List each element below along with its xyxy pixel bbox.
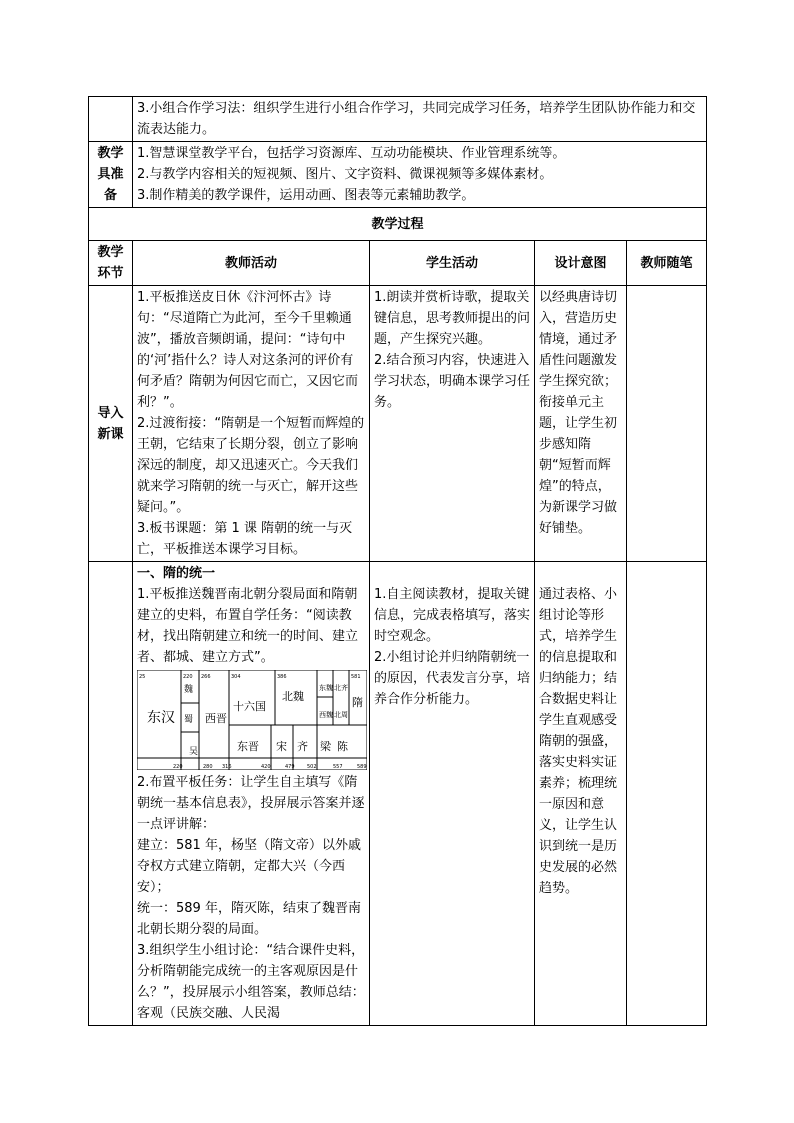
dynasty-label: 西晋 — [205, 712, 227, 725]
dynasty-label: 魏 — [184, 685, 194, 695]
year-label: 220 — [183, 674, 193, 680]
dynasty-label: 宋 — [276, 740, 287, 753]
year-label: 502 — [307, 764, 317, 770]
process-title-row — [89, 208, 707, 241]
dynasty-label: 北周 — [334, 711, 348, 719]
teacher-step: 建立：581 年，杨坚（隋文帝）以外戚夺权方式建立隋朝，定都大兴（今西安）； — [137, 838, 361, 895]
dynasty-label: 吴 — [189, 747, 199, 757]
prep-row — [89, 142, 707, 208]
dynasty-label: 北魏 — [282, 690, 304, 703]
dynasty-label: 齐 — [297, 740, 308, 753]
dynasty-label: 隋 — [352, 696, 363, 709]
student-step: 2.小组讨论并归纳隋朝统一的原因，代表发言分享，培养合作分析能力。 — [374, 650, 531, 707]
dynasty-label: 东汉 — [147, 710, 175, 726]
student-step: 1.自主阅读教材，提取关键信息，完成表格填写，落实时空观念。 — [374, 587, 531, 644]
dynasty-label: 北齐 — [334, 684, 348, 692]
unify-row — [89, 562, 707, 1026]
student-step: 1.朗读并赏析诗歌，提取关键信息，思考教师提出的问题，产生探究兴趣。 — [374, 290, 531, 347]
year-label: 479 — [285, 764, 295, 770]
intro-student — [370, 286, 535, 562]
teacher-step: 3.板书课题：第 1 课 隋朝的统一与灭亡，平板推送本课学习目标。 — [137, 521, 353, 557]
methods-item-3: 3.小组合作学习法：组织学生进行小组合作学习，共同完成学习任务，培养学生团队协作能力和交流表达能力。 — [133, 97, 707, 142]
year-label: 557 — [333, 764, 343, 770]
year-label: 280 — [203, 764, 213, 770]
year-label: 420 — [261, 764, 271, 770]
intro-teacher — [133, 286, 370, 562]
dynasty-label: 陈 — [337, 740, 348, 753]
unify-notes — [627, 562, 707, 1026]
intro-label: 导入新课 — [89, 286, 133, 562]
dynasty-label: 东晋 — [237, 740, 259, 753]
teacher-step: 2.过渡衔接：“隋朝是一个短暂而辉煌的王朝，它结束了长期分裂，创立了影响深远的制度，却又迅速灭亡。今天我们就来学习隋朝的统一与灭亡，解开这些疑问。”。 — [137, 416, 365, 515]
header-row — [89, 241, 707, 286]
intro-notes — [627, 286, 707, 562]
intro-row — [89, 286, 707, 562]
year-label: 316 — [222, 764, 232, 770]
methods-row — [89, 97, 707, 142]
prep-item: 3.制作精美的教学课件，运用动画、图表等元素辅助教学。 — [137, 188, 475, 203]
unify-design: 通过表格、小组讨论等形式，培养学生的信息提取和归纳能力；结合数据史料让学生直观感受隋朝的强盛，落实史料实证素养；梳理统一原因和意义，让学生认识到统一是历史发展的必然趋势。 — [535, 562, 627, 1026]
dynasty-label: 十六国 — [233, 700, 266, 713]
header-design: 设计意图 — [535, 241, 627, 286]
year-label: 589 — [357, 764, 367, 770]
teacher-step: 1.平板推送皮日休《汴河怀古》诗句：“尽道隋亡为此河，至今千里赖通波”，播放音频朗诵，提问：“诗句中的‘河’指什么？诗人对这条河的评价有何矛盾？隋朝为何因它而亡，又因它而利？”。 — [137, 290, 359, 410]
teacher-step: 统一：589 年，隋灭陈，结束了魏晋南北朝长期分裂的局面。 — [137, 901, 361, 937]
unify-student — [370, 562, 535, 1026]
year-label: 220 — [173, 764, 183, 770]
header-teacher: 教师活动 — [133, 241, 370, 286]
year-label: 386 — [277, 674, 287, 680]
student-step: 2.结合预习内容，快速进入学习状态，明确本课学习任务。 — [374, 353, 531, 410]
lesson-plan-table — [88, 96, 707, 1026]
dynasty-label: 西魏 — [319, 711, 333, 719]
header-student: 学生活动 — [370, 241, 535, 286]
methods-label-cell — [89, 97, 133, 142]
teacher-step: 2.布置平板任务：让学生自主填写《隋朝统一基本信息表》，投屏展示答案并逐一点评讲解： — [137, 775, 365, 832]
header-stage: 教学环节 — [89, 241, 133, 286]
header-notes: 教师随笔 — [627, 241, 707, 286]
year-label: 25 — [139, 674, 146, 680]
prep-item: 2.与教学内容相关的短视频、图片、文字资料、微课视频等多媒体素材。 — [137, 167, 553, 182]
unify-label — [89, 562, 133, 1026]
teacher-step: 3.组织学生小组讨论：“结合课件史料，分析隋朝能完成统一的主客观原因是什么？”，投屏展示小组答案，教师总结：客观（民族交融、人民渴 — [137, 943, 365, 1021]
unify-teacher — [133, 562, 370, 1026]
year-label: 581 — [351, 674, 361, 680]
dynasty-timeline-chart — [137, 670, 367, 770]
prep-content — [133, 142, 707, 208]
teacher-step: 1.平板推送魏晋南北朝分裂局面和隋朝建立的史料，布置自学任务：“阅读教材，找出隋朝建立和统一的时间、建立者、都城、建立方式”。 — [137, 587, 359, 665]
dynasty-label: 东魏 — [319, 684, 333, 692]
process-title: 教学过程 — [89, 208, 707, 241]
dynasty-label: 梁 — [320, 740, 331, 753]
prep-item: 1.智慧课堂教学平台，包括学习资源库、互动功能模块、作业管理系统等。 — [137, 146, 566, 161]
year-label: 304 — [231, 674, 241, 680]
intro-design: 以经典唐诗切入，营造历史情境，通过矛盾性问题激发学生探究欲；衔接单元主题，让学生初步感知隋朝“短暂而辉煌”的特点，为新课学习做好铺垫。 — [535, 286, 627, 562]
year-label: 266 — [201, 674, 211, 680]
dynasty-label: 蜀 — [184, 715, 194, 725]
section-title: 一、隋的统一 — [137, 566, 216, 581]
prep-label: 教学具准备 — [89, 142, 133, 208]
